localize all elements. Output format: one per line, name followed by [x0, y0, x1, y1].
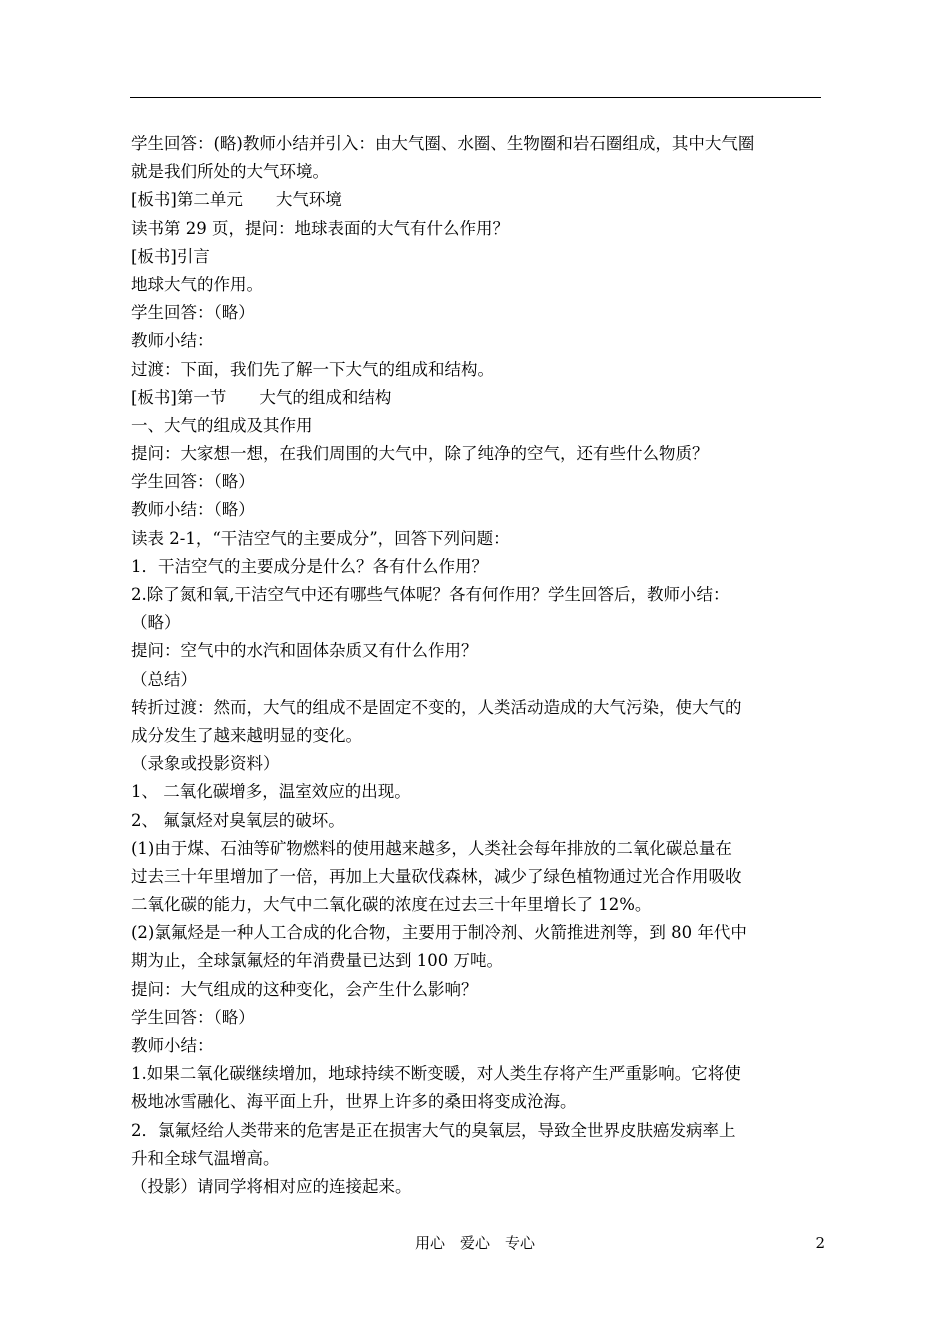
text-line: 2.除了氮和氧,干洁空气中还有哪些气体呢？各有何作用？学生回答后，教师小结：: [131, 585, 730, 604]
text-line: 提问：空气中的水汽和固体杂质又有什么作用？: [131, 641, 478, 661]
text-line: 教师小结：: [131, 1036, 214, 1055]
text-line: 地球大气的作用。: [131, 274, 263, 294]
text-line: 成分发生了越来越明显的变化。: [131, 725, 362, 745]
text-line: 提问：大气组成的这种变化，会产生什么影响？: [131, 979, 478, 999]
text-line: 学生回答：(略)教师小结并引入：由大气圈、水圈、生物圈和岩石圈组成，其中大气圈: [131, 134, 755, 153]
text-line: 1.如果二氧化碳继续增加，地球持续不断变暖，对人类生存将产生严重影响。它将使: [131, 1064, 741, 1084]
text-line: （总结）: [131, 669, 197, 689]
footer-motto: 用心 爱心 专心: [414, 1234, 535, 1252]
text-line: 转折过渡：然而，大气的组成不是固定不变的，人类活动造成的大气污染，使大气的: [131, 697, 742, 717]
text-line: 学生回答：（略）: [131, 303, 255, 323]
text-line: （略）: [131, 613, 181, 633]
text-line: [板书]第二单元 大气环境: [131, 190, 342, 210]
text-line: 就是我们所处的大气环境。: [131, 162, 329, 182]
text-line: 教师小结：: [131, 331, 214, 351]
document-body: [131, 130, 823, 1201]
text-line: 教师小结：（略）: [131, 500, 255, 520]
text-line: （投影）请同学将相对应的连接起来。: [131, 1176, 412, 1196]
text-line: （录象或投影资料）: [131, 754, 280, 774]
text-line: [板书]引言: [131, 246, 210, 266]
text-line: 学生回答：（略）: [131, 472, 255, 492]
text-line: 读书第 29 页，提问：地球表面的大气有什么作用？: [131, 218, 509, 238]
text-line: [板书]第一节 大气的组成和结构: [131, 387, 392, 407]
text-line: 提问：大家想一想，在我们周围的大气中，除了纯净的空气，还有些什么物质？: [131, 444, 709, 464]
text-line: (2)氯氟烃是一种人工合成的化合物，主要用于制冷剂、火箭推进剂等，到 80 年代中: [131, 923, 747, 943]
text-line: 读表 2-1，“干洁空气的主要成分”，回答下列问题：: [131, 528, 510, 548]
text-line: 二氧化碳的能力，大气中二氧化碳的浓度在过去三十年里增长了 12%。: [131, 895, 652, 915]
page-number: 2: [815, 1234, 825, 1252]
header-rule: [130, 97, 821, 98]
text-line: 2、 氟氯烃对臭氧层的破坏。: [131, 810, 345, 830]
text-line: 过渡：下面，我们先了解一下大气的组成和结构。: [131, 359, 494, 379]
text-line: 极地冰雪融化、海平面上升，世界上许多的桑田将变成沧海。: [131, 1092, 577, 1112]
text-line: 过去三十年里增加了一倍，再加上大量砍伐森林，减少了绿色植物通过光合作用吸收: [131, 866, 742, 886]
text-line: 一、大气的组成及其作用: [131, 415, 313, 435]
text-line: 1、 二氧化碳增多，温室效应的出现。: [131, 782, 411, 802]
text-line: 1．干洁空气的主要成分是什么？各有什么作用？: [131, 556, 488, 576]
text-line: 学生回答：（略）: [131, 1007, 255, 1027]
text-line: 2．氯氟烃给人类带来的危害是正在损害大气的臭氧层，导致全世界皮肤癌发病率上: [131, 1120, 736, 1140]
text-line: (1)由于煤、石油等矿物燃料的使用越来越多，人类社会每年排放的二氧化碳总量在: [131, 838, 732, 858]
text-line: 期为止，全球氯氟烃的年消费量已达到 100 万吨。: [131, 951, 503, 971]
text-line: 升和全球气温增高。: [131, 1148, 280, 1168]
